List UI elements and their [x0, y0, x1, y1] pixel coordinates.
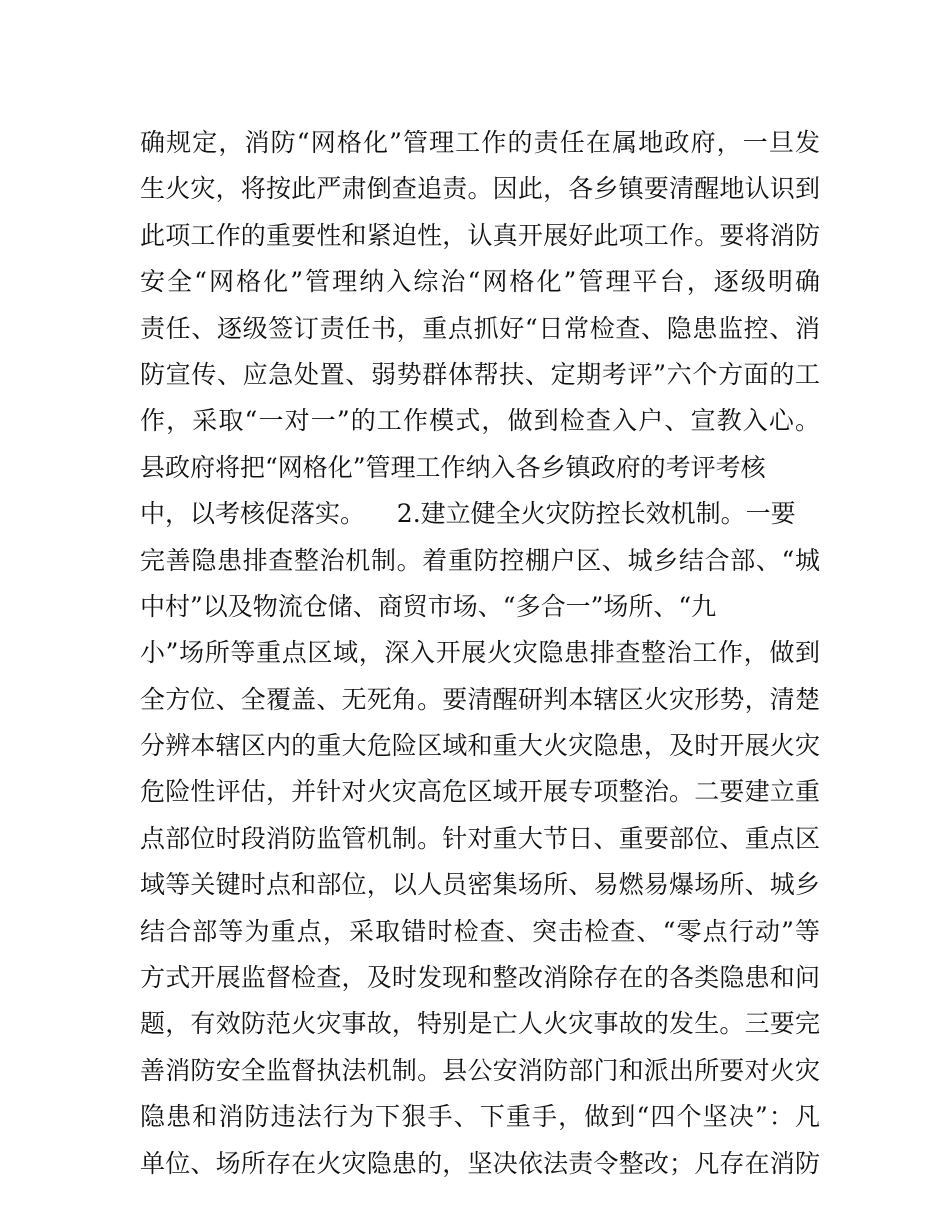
text-line: 全方位、全覆盖、无死角。要清醒研判本辖区火灾形势，清楚: [140, 684, 820, 714]
text-line: 结合部等为重点，采取错时检查、突击检查、“零点行动”等: [140, 916, 820, 946]
text-line: 方式开展监督检查，及时发现和整改消除存在的各类隐患和问: [140, 963, 820, 993]
text-line: 点部位时段消防监管机制。针对重大节日、重要部位、重点区: [140, 823, 820, 853]
text-line: 作，采取“一对一”的工作模式，做到检查入户、宣教入心。: [140, 406, 820, 436]
text-line: 题，有效防范火灾事故，特别是亡人火灾事故的发生。三要完: [140, 1009, 820, 1039]
text-line: 此项工作的重要性和紧迫性，认真开展好此项工作。要将消防: [140, 220, 820, 250]
text-line: 域等关键时点和部位，以人员密集场所、易燃易爆场所、城乡: [140, 870, 820, 900]
text-line: 确规定，消防“网格化”管理工作的责任在属地政府，一旦发: [140, 128, 820, 157]
text-line: 隐患和消防违法行为下狠手、下重手，做到“四个坚决”：凡: [140, 1102, 820, 1132]
text-line: 中村”以及物流仓储、商贸市场、“多合一”场所、“九: [140, 591, 717, 621]
text-line: 善消防安全监督执法机制。县公安消防部门和派出所要对火灾: [140, 1055, 820, 1085]
text-line: 中，以考核促落实。 2.建立健全火灾防控长效机制。一要: [140, 499, 796, 529]
text-line: 小”场所等重点区域，深入开展火灾隐患排查整治工作，做到: [140, 638, 820, 668]
text-line: 责任、逐级签订责任书，重点抓好“日常检查、隐患监控、消: [140, 313, 820, 343]
text-line: 分辨本辖区内的重大危险区域和重大火灾隐患，及时开展火灾: [140, 731, 820, 761]
text-line: 生火灾，将按此严肃倒查追责。因此，各乡镇要清醒地认识到: [140, 174, 820, 204]
text-line: 县政府将把“网格化”管理工作纳入各乡镇政府的考评考核: [140, 452, 766, 482]
text-line: 安全“网格化”管理纳入综治“网格化”管理平台，逐级明确: [140, 267, 820, 297]
text-line: 危险性评估，并针对火灾高危区域开展专项整治。二要建立重: [140, 777, 820, 807]
text-line: 防宣传、应急处置、弱势群体帮扶、定期考评”六个方面的工: [140, 359, 820, 389]
text-line: 单位、场所存在火灾隐患的，坚决依法责令整改；凡存在消防: [140, 1148, 820, 1178]
text-line: 完善隐患排查整治机制。着重防控棚户区、城乡结合部、“城: [140, 545, 820, 575]
body-text: [140, 120, 820, 1187]
